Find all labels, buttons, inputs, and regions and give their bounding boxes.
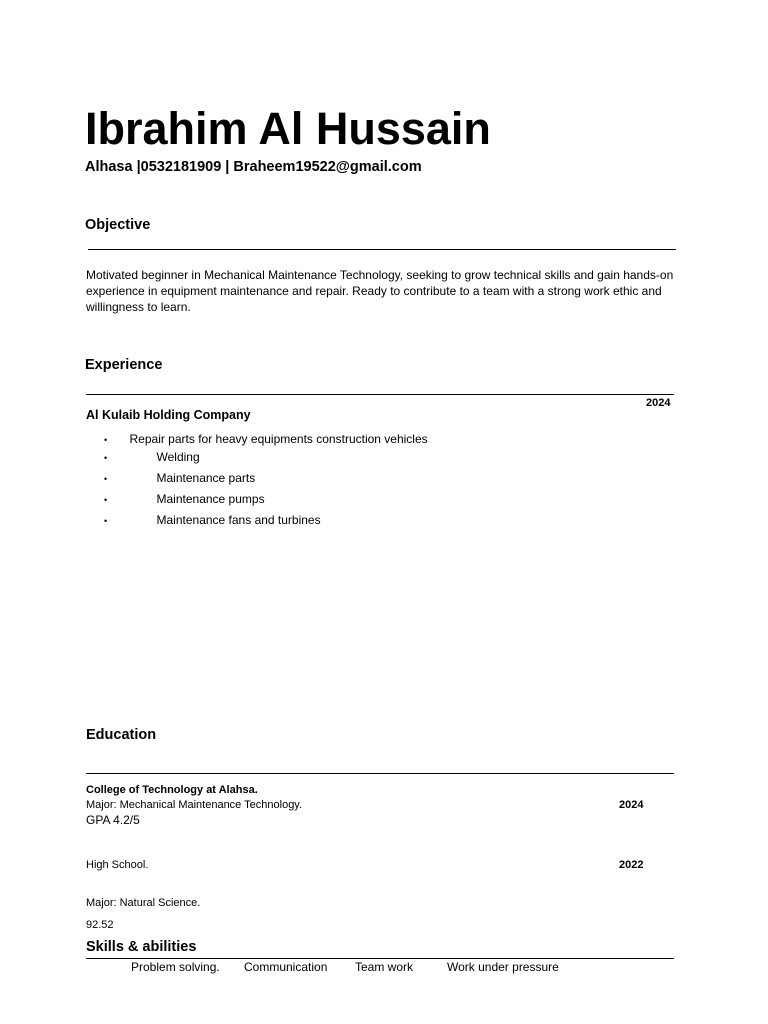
experience-company: Al Kulaib Holding Company	[86, 408, 251, 422]
contact-line: Alhasa |0532181909 | Braheem19522@gmail.com	[85, 159, 422, 175]
college-gpa: GPA 4.2/5	[86, 813, 140, 827]
school-year: 2022	[619, 859, 644, 871]
list-item-label: Maintenance parts	[156, 471, 256, 485]
skills-heading: Skills & abilities	[86, 939, 197, 955]
list-item-label: Maintenance fans and turbines	[156, 513, 321, 527]
school-major: Major: Natural Science.	[86, 897, 201, 909]
skills-divider	[86, 958, 674, 959]
list-item-label: Repair parts for heavy equipments construction vehicles	[129, 432, 428, 446]
list-item	[104, 450, 200, 464]
list-item-label: Maintenance pumps	[156, 492, 265, 506]
education-divider	[86, 773, 674, 774]
school-name: High School.	[86, 859, 149, 871]
bullet-dot-icon: •	[104, 435, 108, 445]
bullet-dot-icon: •	[104, 495, 108, 505]
list-item	[104, 471, 255, 485]
experience-divider	[86, 394, 674, 395]
candidate-name: Ibrahim Al Hussain	[85, 103, 491, 154]
experience-year: 2024	[646, 397, 671, 409]
school-grade: 92.52	[86, 919, 114, 931]
education-heading: Education	[86, 727, 157, 743]
college-year: 2024	[619, 799, 644, 811]
experience-heading: Experience	[85, 357, 163, 373]
college-name: College of Technology at Alahsa.	[86, 784, 258, 796]
list-item	[104, 513, 321, 527]
list-item	[104, 492, 265, 506]
objective-text: Motivated beginner in Mechanical Maintenance Technology, seeking to grow technical skills and gain hands-on experience in equipment maintenance and repair. Ready to contribute to a team with a strong work ethic and willingness to learn.	[86, 268, 674, 314]
list-item-label: Welding	[156, 450, 200, 464]
bullet-dot-icon: •	[104, 474, 108, 484]
skill-item: Work under pressure	[447, 960, 559, 974]
objective-divider	[88, 249, 676, 250]
bullet-dot-icon: •	[104, 516, 108, 526]
bullet-dot-icon: •	[104, 453, 108, 463]
objective-heading: Objective	[85, 217, 151, 233]
skill-item: Communication	[244, 960, 328, 974]
college-major: Major: Mechanical Maintenance Technology.	[86, 799, 303, 811]
list-item	[104, 432, 428, 446]
skill-item: Problem solving.	[131, 960, 220, 974]
skill-item: Team work	[355, 960, 414, 974]
